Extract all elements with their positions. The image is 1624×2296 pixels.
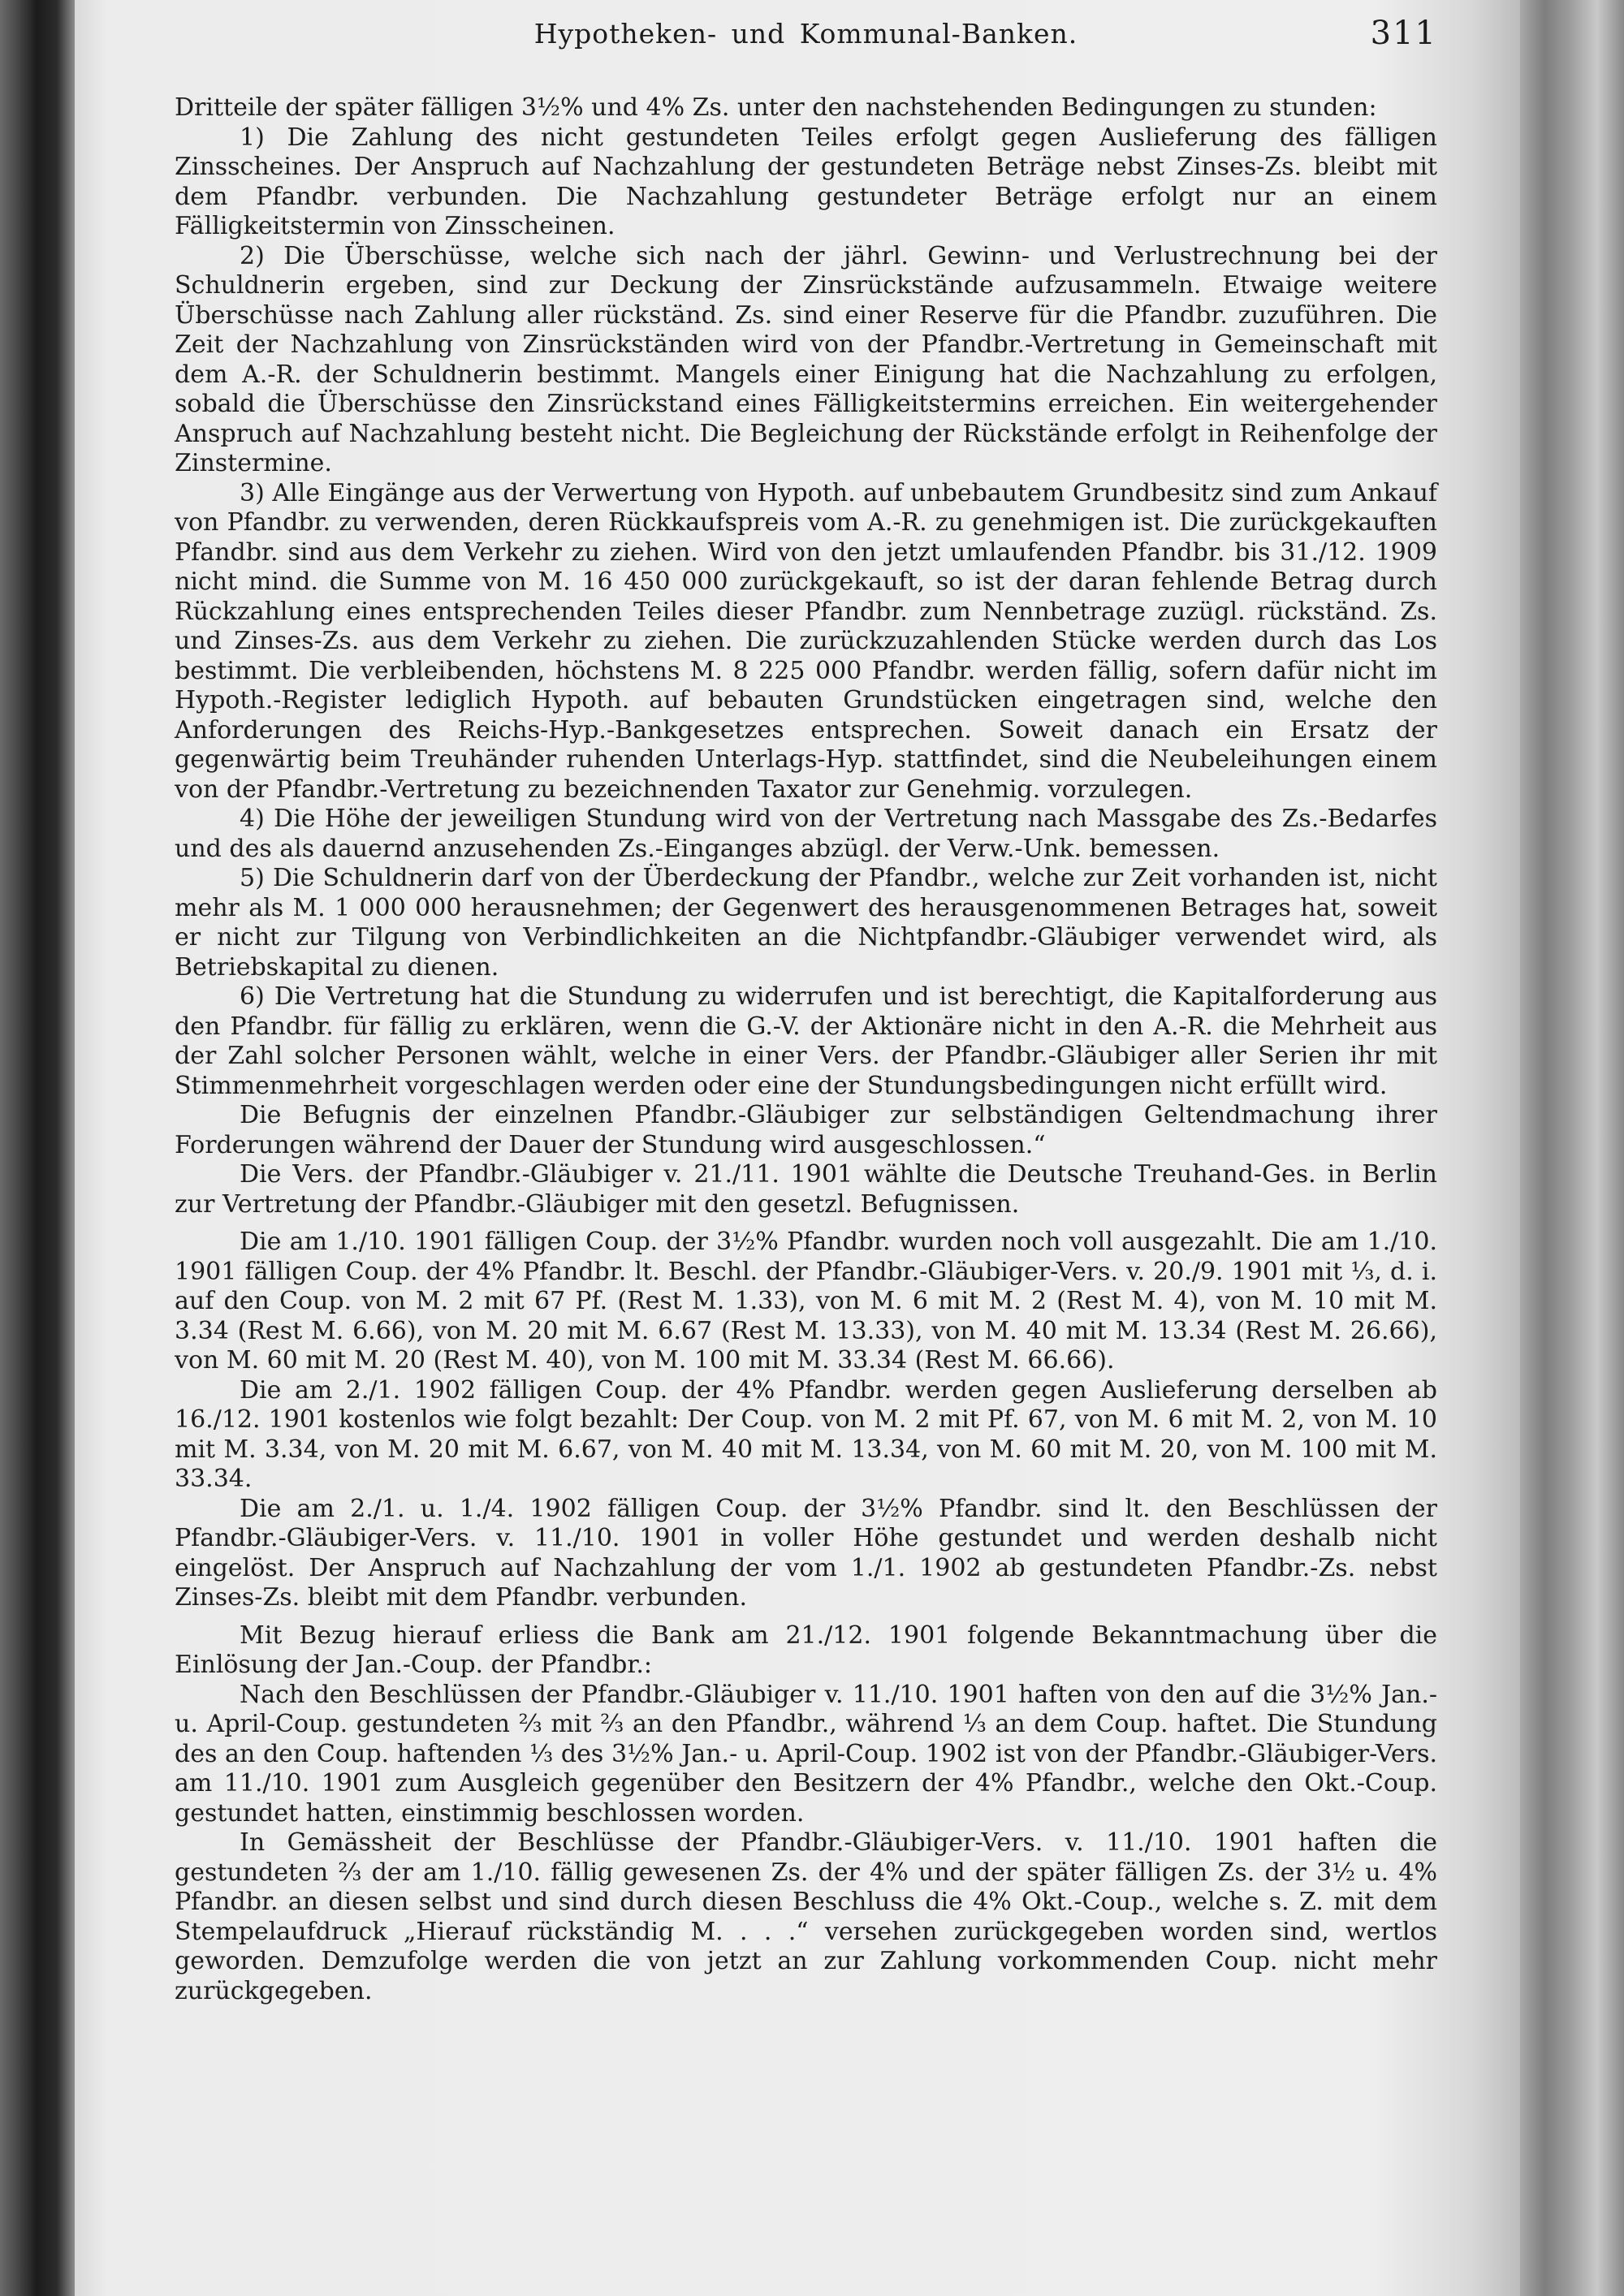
book-binding xyxy=(0,0,75,2296)
paragraph-beschluesse: Nach den Beschlüssen der Pfandbr.-Gläubiger v. 11./10. 1901 haften von den auf die 3½% Jan.- u. April-Coup. gestundeten ⅔ mit ⅔ an den Pfandbr., während ⅓ an dem Coup. haftet. Die Stundung des an den Coup. haftenden ⅓ des 3½% Jan.- u. April-Coup. 1902 ist von der Pfandbr.-Gläubiger-Vers. am 11./10. 1901 zum Ausgleich gegenüber den Besitzern der 4% Pfandbr., welche den Okt.-Coup. gestundet hatten, einstimmig beschlossen worden. xyxy=(175,1680,1437,1828)
paragraph-coupons-1901: Die am 1./10. 1901 fälligen Coup. der 3½% Pfandbr. wurden noch voll ausgezahlt. Die am 1./10. 1901 fälligen Coup. der 4% Pfandbr. lt. Beschl. der Pfandbr.-Gläubiger-Vers. v. 20./9. 1901 mit ⅓, d. i. auf den Coup. von M. 2 mit 67 Pf. (Rest M. 1.33), von M. 6 mit M. 2 (Rest M. 4), von M. 10 mit M. 3.34 (Rest M. 6.66), von M. 20 mit M. 6.67 (Rest M. 13.33), von M. 40 mit M. 13.34 (Rest M. 26.66), von M. 60 mit M. 20 (Rest M. 40), von M. 100 mit M. 33.34 (Rest M. 66.66). xyxy=(175,1228,1437,1375)
paragraph-condition-4: 4) Die Höhe der jeweiligen Stundung wird von der Vertretung nach Massgabe des Zs.-Bedarfes und des als dauernd anzusehenden Zs.-Einganges abzügl. der Verw.-Unk. bemessen. xyxy=(175,805,1437,863)
page-edge xyxy=(1520,0,1624,2296)
body-text xyxy=(175,93,1437,2006)
paragraph-condition-3: 3) Alle Eingänge aus der Verwertung von Hypoth. auf unbebautem Grundbesitz sind zum Ankauf von Pfandbr. zu verwenden, deren Rückkaufspreis vom A.-R. zu genehmigen ist. Die zurückgekauften Pfandbr. sind aus dem Verkehr zu ziehen. Wird von den jetzt umlaufenden Pfandbr. bis 31./12. 1909 nicht mind. die Summe von M. 16 450 000 zurückgekauft, so ist der daran fehlende Betrag durch Rückzahlung eines entsprechenden Teiles dieser Pfandbr. zum Nennbetrage zuzügl. rückständ. Zs. und Zinses-Zs. aus dem Verkehr zu ziehen. Die zurückzuzahlenden Stücke werden durch das Los bestimmt. Die verbleibenden, höchstens M. 8 225 000 Pfandbr. werden fällig, sofern dafür nicht im Hypoth.-Register lediglich Hypoth. auf bebauten Grundstücken eingetragen sind, welche den Anforderungen des Reichs-Hyp.-Bankgesetzes entsprechen. Soweit danach ein Ersatz der gegenwärtig beim Treuhänder ruhenden Unterlags-Hyp. stattfindet, sind die Neubeleihungen einem von der Pfandbr.-Vertretung zu bezeichnenden Taxator zur Genehmig. vorzulegen. xyxy=(175,478,1437,804)
paragraph-condition-2: 2) Die Überschüsse, welche sich nach der jährl. Gewinn- und Verlustrechnung bei der Schuldnerin ergeben, sind zur Deckung der Zinsrückstände aufzusammeln. Etwaige weitere Überschüsse nach Zahlung aller rückständ. Zs. sind einer Reserve für die Pfandbr. zuzuführen. Die Zeit der Nachzahlung von Zinsrückständen wird von der Pfandbr.-Vertretung in Gemeinschaft mit dem A.-R. der Schuldnerin bestimmt. Mangels einer Einigung hat die Nachzahlung zu erfolgen, sobald die Überschüsse den Zinsrückstand eines Fälligkeitstermins erreichen. Ein weitergehender Anspruch auf Nachzahlung besteht nicht. Die Begleichung der Rückstände erfolgt in Reihenfolge der Zinstermine. xyxy=(175,241,1437,477)
paragraph-intro: Dritteile der später fälligen 3½% und 4% Zs. unter den nachstehenden Bedingungen zu stunden: xyxy=(175,93,1377,122)
running-title: Hypotheken- und Kommunal-Banken. xyxy=(533,18,1078,50)
paragraph-gemaessheit: In Gemässheit der Beschlüsse der Pfandbr.-Gläubiger-Vers. v. 11./10. 1901 haften die gestundeten ⅔ der am 1./10. fällig gewesenen Zs. der 4% und der später fälligen Zs. der 3½ u. 4% Pfandbr. an diesen selbst und sind durch diesen Beschluss die 4% Okt.-Coup., welche s. Z. mit dem Stempelaufdruck „Hierauf rückständig M. . . .“ versehen zurückgegeben worden sind, wertlos geworden. Demzufolge werden die von jetzt an zur Zahlung vorkommenden Coup. nicht mehr zurückgegeben. xyxy=(175,1828,1437,2005)
paragraph-bekanntmachung: Mit Bezug hierauf erliess die Bank am 21./12. 1901 folgende Bekanntmachung über die Einlösung der Jan.-Coup. der Pfandbr.: xyxy=(175,1621,1437,1679)
page-header xyxy=(175,15,1437,60)
paragraph-befugnis: Die Befugnis der einzelnen Pfandbr.-Gläubiger zur selbständigen Geltendmachung ihrer Forderungen während der Dauer der Stundung wird ausgeschlossen.“ xyxy=(175,1101,1437,1159)
paragraph-coupons-1902-3-5pct: Die am 2./1. u. 1./4. 1902 fälligen Coup. der 3½% Pfandbr. sind lt. den Beschlüssen der Pfandbr.-Gläubiger-Vers. v. 11./10. 1901 in voller Höhe gestundet und werden deshalb nicht eingelöst. Der Anspruch auf Nachzahlung der vom 1./1. 1902 ab gestundeten Pfandbr.-Zs. nebst Zinses-Zs. bleibt mit dem Pfandbr. verbunden. xyxy=(175,1494,1437,1612)
paragraph-treuhand: Die Vers. der Pfandbr.-Gläubiger v. 21./11. 1901 wählte die Deutsche Treuhand-Ges. in Berlin zur Vertretung der Pfandbr.-Gläubiger mit den gesetzl. Befugnissen. xyxy=(175,1160,1437,1219)
paragraph-condition-5: 5) Die Schuldnerin darf von der Überdeckung der Pfandbr., welche zur Zeit vorhanden ist, nicht mehr als M. 1 000 000 herausnehmen; der Gegenwert des herausgenommenen Betrages hat, soweit er nicht zur Tilgung von Verbindlichkeiten an die Nichtpfandbr.-Gläubiger verwendet wird, als Betriebskapital zu dienen. xyxy=(175,864,1437,982)
paragraph-coupons-1902-4pct: Die am 2./1. 1902 fälligen Coup. der 4% Pfandbr. werden gegen Auslieferung derselben ab 16./12. 1901 kostenlos wie folgt bezahlt: Der Coup. von M. 2 mit Pf. 67, von M. 6 mit M. 2, von M. 10 mit M. 3.34, von M. 20 mit M. 6.67, von M. 40 mit M. 13.34, von M. 60 mit M. 20, von M. 100 mit M. 33.34. xyxy=(175,1375,1437,1493)
paragraph-condition-6: 6) Die Vertretung hat die Stundung zu widerrufen und ist berechtigt, die Kapitalforderung aus den Pfandbr. für fällig zu erklären, wenn die G.-V. der Aktionäre nicht in den A.-R. die Mehrheit aus der Zahl solcher Personen wählt, welche in einer Vers. der Pfandbr.-Gläubiger aller Serien ihr mit Stimmenmehrheit vorgeschlagen werden oder eine der Stundungsbedingungen nicht erfüllt wird. xyxy=(175,982,1437,1100)
paragraph-condition-1: 1) Die Zahlung des nicht gestundeten Teiles erfolgt gegen Auslieferung des fälligen Zinsscheines. Der Anspruch auf Nachzahlung der gestundeten Beträge nebst Zinses-Zs. bleibt mit dem Pfandbr. verbunden. Die Nachzahlung gestundeter Beträge erfolgt nur an einem Fälligkeitstermin von Zinsscheinen. xyxy=(175,123,1437,240)
page-number: 311 xyxy=(1370,15,1437,52)
